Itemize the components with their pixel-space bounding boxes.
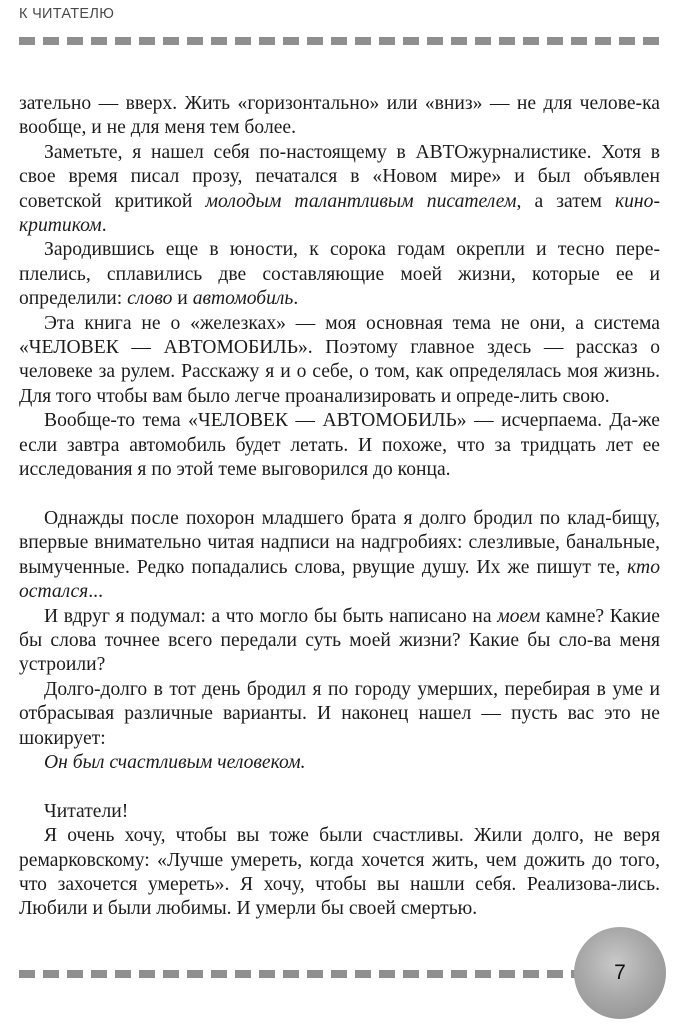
paragraph-10-address: Читатели! [44, 800, 129, 822]
paragraph-3 [19, 238, 660, 311]
running-header-title: К ЧИТАТЕЛЮ [19, 6, 115, 22]
paragraph-2-text-c: . [101, 215, 107, 237]
paragraph-3-italic-1: слово [127, 288, 173, 310]
paragraph-2-text-b: , а затем [516, 190, 615, 212]
paragraph-6-text-a: Однажды после похорон младшего брата я долго бродил по клад-бищу, впервые внимательно читая надписи на надгробиях: слезливые, банальные, вымученные. Редко попадались слова, рвущие душу. Их же пишут те, [19, 507, 660, 578]
paragraph-3-italic-2: автомобиль [192, 288, 294, 310]
paragraph-4: Эта книга не о «железках» — моя основная тема не они, а система «ЧЕЛОВЕК — АВТОМОБИЛЬ». Поэтому главное здесь — рассказ о человеке за рулем. Расскажу я и о себе, о том, как определялась моя жизнь. Для того чтобы вам было легче проанализировать и опреде-лить свою. [19, 312, 660, 407]
paragraph-2 [19, 141, 660, 239]
paragraph-9-epitaph [19, 751, 660, 775]
paragraph-1: зательно — вверх. Жить «горизонтально» или «вниз» — не для челове-ка вообще, и не для меня тем более. [19, 93, 660, 139]
paragraph-6-text-b: ... [88, 581, 103, 603]
paragraph-6 [19, 507, 660, 605]
page-body-text [19, 92, 660, 922]
header-dashed-rule [19, 37, 665, 45]
paragraph-2-text-a: Заметьте, я нашел себя по-настоящему в АВТОжурналистике. Хотя в свое время писал прозу, печатался в «Новом мире» и был объявлен советской критикой [19, 141, 660, 212]
paragraph-5: Вообще-то тема «ЧЕЛОВЕК — АВТОМОБИЛЬ» — исчерпаема. Да-же если завтра автомобиль будет летать. И похоже, что за тридцать лет ее исследования я по этой теме выговорился до конца. [19, 410, 660, 481]
paragraph-8: Долго-долго в тот день бродил я по городу умерших, перебирая в уме и отбрасывая различные варианты. И наконец нашел — пусть вас это не шокирует: [19, 678, 660, 749]
page-number-badge [574, 927, 666, 1019]
paragraph-11: Я очень хочу, чтобы вы тоже были счастливы. Жили долго, не веря ремарковскому: «Лучше умереть, когда хочется жить, чем дожить до того, что захочется умереть». Я хочу, чтобы вы нашли себя. Реализова-лись. Любили и были любимы. И умерли бы своей смертью. [19, 825, 660, 920]
paragraph-2-italic-2: кино-критиком [19, 190, 660, 237]
paragraph-3-text-b: и [172, 288, 193, 310]
epitaph-italic: Он был счастливым человеком. [44, 751, 306, 773]
paragraph-3-text-c: . [293, 288, 299, 310]
paragraph-7-text-b: камне? Какие бы слова точнее всего передали суть моей жизни? Какие бы сло-ва меня устроили? [19, 605, 660, 676]
paragraph-7 [19, 605, 660, 678]
paragraph-2-italic-1: молодым талантливым писателем [205, 190, 517, 212]
footer-dashed-rule [19, 970, 575, 978]
page-number: 7 [614, 961, 626, 984]
paragraph-7-text-a: И вдруг я подумал: а что могло бы быть написано на [44, 605, 498, 627]
paragraph-7-italic-1: моем [497, 605, 541, 627]
paragraph-6-italic-1: кто остался [19, 556, 660, 603]
paragraph-3-text-a: Зародившись еще в юности, к сорока годам окрепли и тесно пере-плелись, сплавились две составляющие моей жизни, которые ее и определили: [19, 239, 660, 310]
